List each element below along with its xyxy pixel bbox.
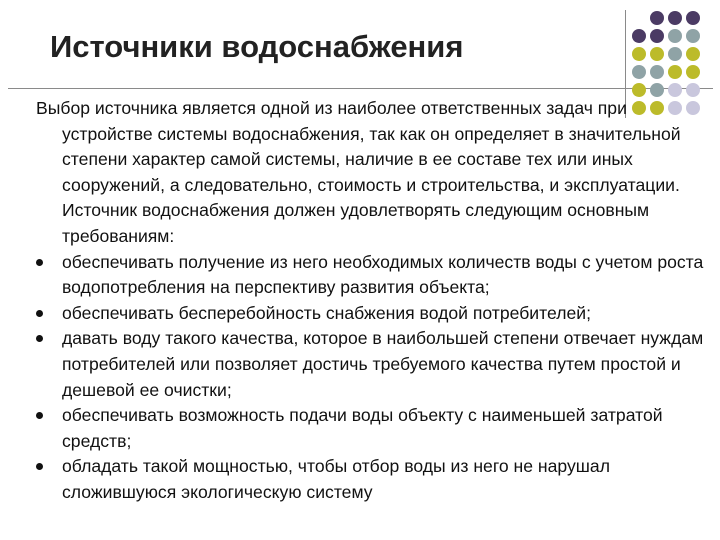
- decor-dot: [668, 29, 682, 43]
- slide-title: Источники водоснабжения: [50, 29, 464, 64]
- decor-dot: [650, 29, 664, 43]
- decor-dot: [650, 11, 664, 25]
- decor-dot: [668, 65, 682, 79]
- list-item: [36, 403, 712, 454]
- decor-dot: [668, 47, 682, 61]
- decor-dot: [632, 83, 646, 97]
- list-item-text: обладать такой мощностью, чтобы отбор воды из него не нарушал сложившуюся экологическую систему: [62, 456, 610, 502]
- decor-dot: [650, 47, 664, 61]
- list-item: [36, 454, 712, 505]
- decor-dot: [650, 65, 664, 79]
- decor-dot: [668, 11, 682, 25]
- decor-dot: [686, 29, 700, 43]
- decor-dot: [632, 29, 646, 43]
- list-item-text: обеспечивать возможность подачи воды объекту с наименьшей затратой средств;: [62, 405, 663, 451]
- list-item: [36, 301, 712, 327]
- list-item: [36, 250, 712, 301]
- bullet-icon: [36, 310, 43, 317]
- decor-dot: [632, 65, 646, 79]
- decor-dot: [686, 83, 700, 97]
- list-item-text: давать воду такого качества, которое в наибольшей степени отвечает нуждам потребителей или позволяет достичь требуемого качества путем простой и дешевой ее очистки;: [62, 328, 704, 400]
- decor-dot: [686, 47, 700, 61]
- requirements-list: [36, 250, 712, 506]
- list-item-text: обеспечивать получение из него необходимых количеств воды с учетом роста водопотребления на перспективу развития объекта;: [62, 251, 704, 298]
- bullet-icon: [36, 412, 43, 419]
- slide-body: [36, 96, 712, 506]
- bullet-icon: [36, 259, 43, 266]
- intro-paragraph: Выбор источника является одной из наиболее ответственных задач при устройстве системы водоснабжения, так как он определяет в значительной степени характер самой системы, наличие в ее составе тех или иных сооружений, а следовательно, стоимость и строительства, и эксплуатации. Источник водоснабжения должен удовлетворять следующим основным требованиям:: [36, 98, 681, 246]
- list-item: [36, 326, 712, 403]
- decor-dot: [650, 83, 664, 97]
- decor-dot: [686, 65, 700, 79]
- decor-dot: [686, 11, 700, 25]
- decor-dot: [632, 47, 646, 61]
- list-item-text: обеспечивать бесперебойность снабжения водой потребителей;: [62, 302, 591, 323]
- decor-dot: [668, 83, 682, 97]
- bullet-icon: [36, 463, 43, 470]
- bullet-icon: [36, 335, 43, 342]
